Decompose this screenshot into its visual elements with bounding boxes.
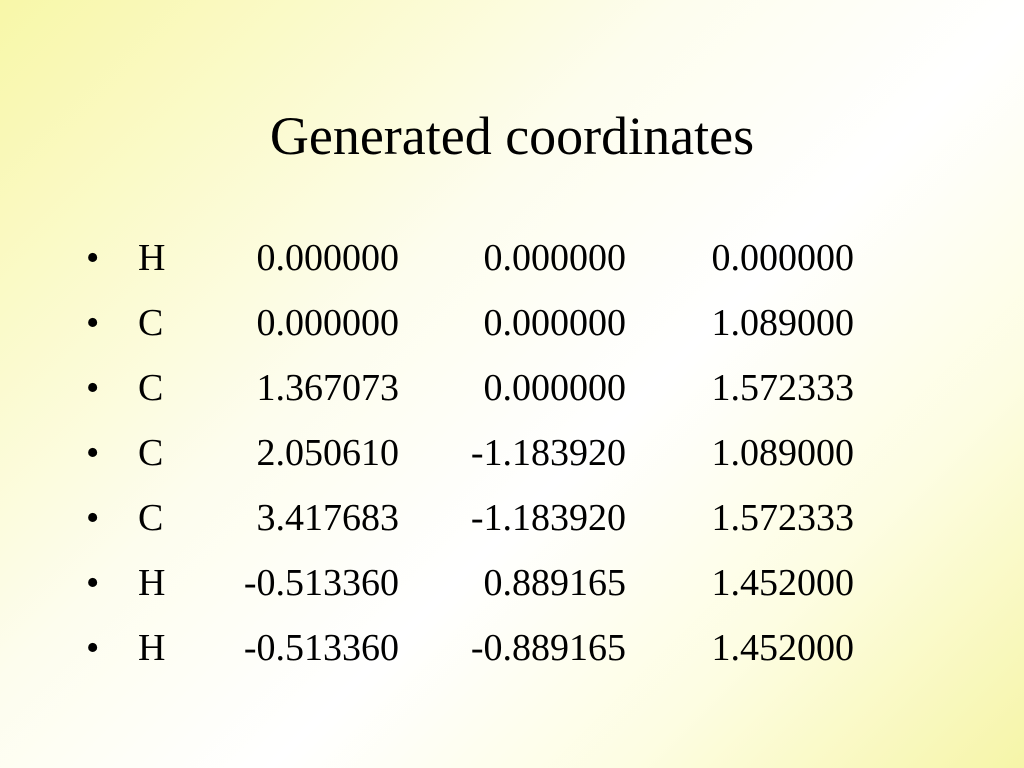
atom-z-coordinate: 1.572333 [711,497,854,539]
atom-y-coordinate: -0.889165 [470,627,626,669]
slide-title: Generated coordinates [269,106,755,166]
atom-z-coordinate: 0.000000 [711,237,854,279]
atom-z-coordinate: 1.452000 [711,627,854,669]
atom-y-coordinate: -1.183920 [470,432,626,474]
atom-x-coordinate: 0.000000 [256,237,399,279]
atom-y-coordinate: -1.183920 [470,497,626,539]
bullet-icon: • [86,562,100,604]
atom-y-coordinate: 0.000000 [483,302,626,344]
atom-x-coordinate: -0.513360 [243,562,399,604]
bullet-icon: • [86,432,100,474]
bullet-icon: • [86,627,100,669]
atom-element: C [138,497,164,539]
atom-element: H [138,237,166,279]
bullet-icon: • [86,237,100,279]
atom-x-coordinate: 1.367073 [256,367,399,409]
atom-z-coordinate: 1.572333 [711,367,854,409]
atom-element: C [138,432,164,474]
atom-z-coordinate: 1.089000 [711,302,854,344]
atom-x-coordinate: 0.000000 [256,302,399,344]
atom-element: C [138,367,164,409]
atom-y-coordinate: 0.000000 [483,237,626,279]
atom-element: H [138,562,166,604]
atom-element: H [138,627,166,669]
atom-z-coordinate: 1.452000 [711,562,854,604]
atom-y-coordinate: 0.889165 [483,562,626,604]
atom-element: C [138,302,164,344]
bullet-icon: • [86,302,100,344]
bullet-icon: • [86,497,100,539]
atom-y-coordinate: 0.000000 [483,367,626,409]
atom-x-coordinate: 2.050610 [256,432,399,474]
atom-x-coordinate: -0.513360 [243,627,399,669]
bullet-icon: • [86,367,100,409]
atom-z-coordinate: 1.089000 [711,432,854,474]
atom-x-coordinate: 3.417683 [256,497,399,539]
